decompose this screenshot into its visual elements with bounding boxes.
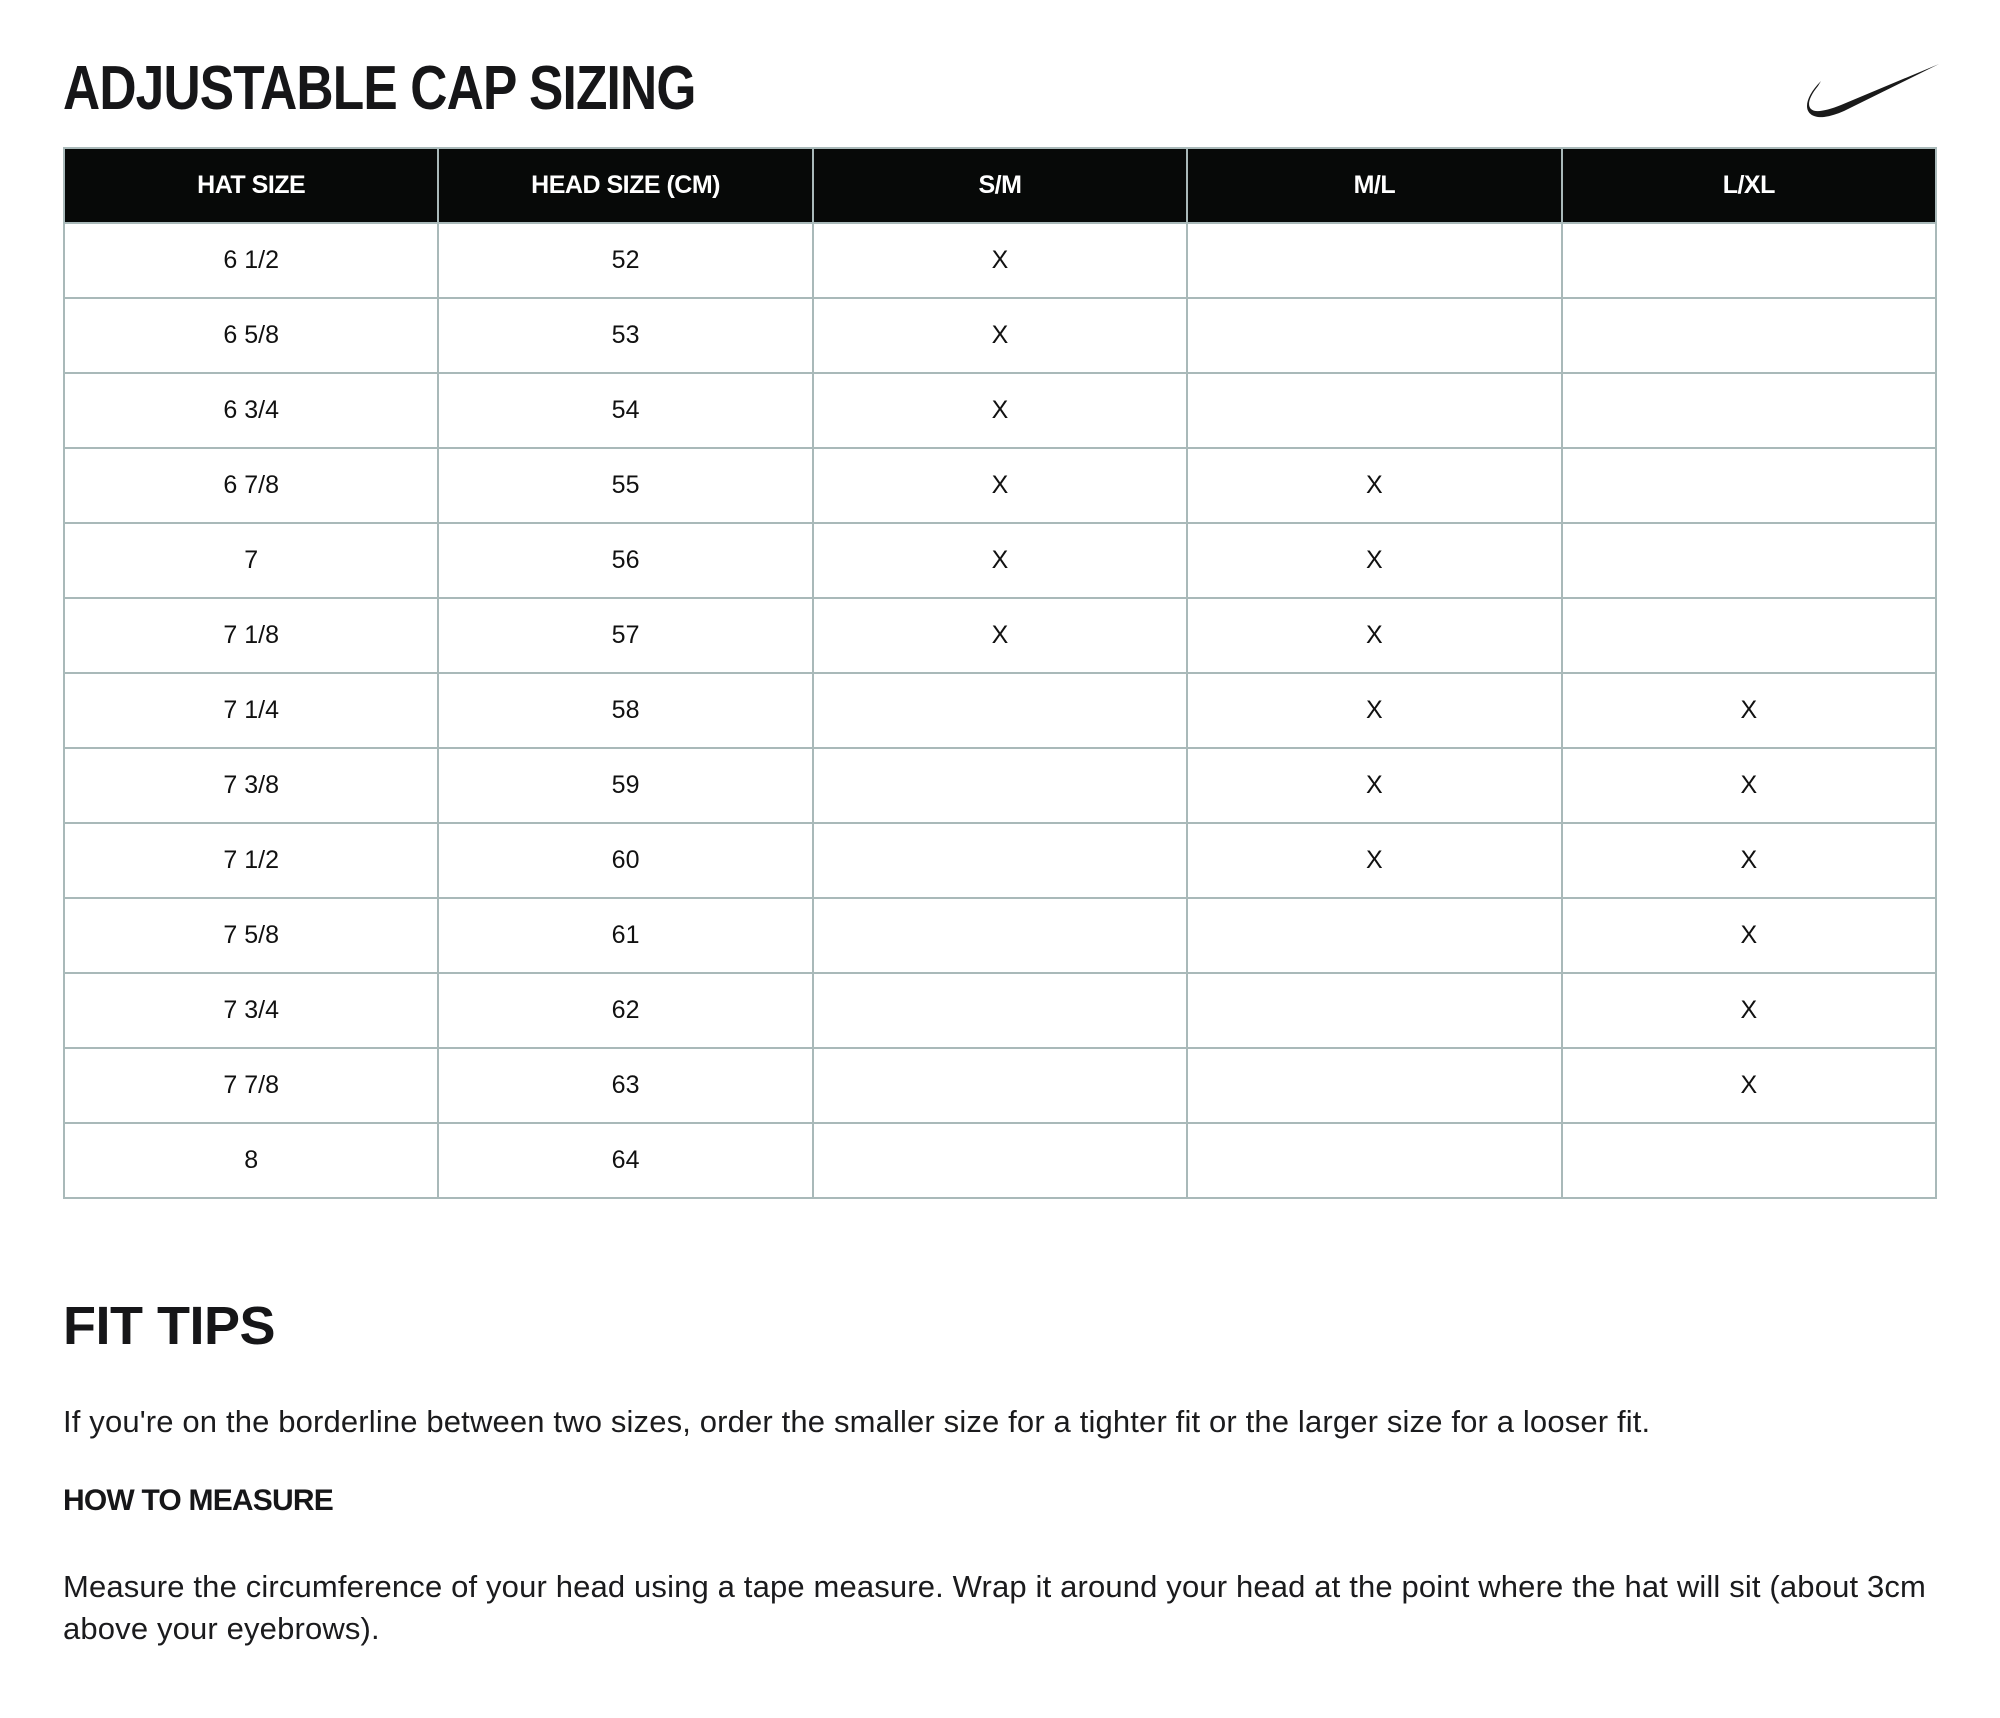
- cell-l-xl: [1562, 373, 1936, 448]
- cell-hat-size: 7: [64, 523, 438, 598]
- table-row: [64, 523, 1936, 598]
- cell-head-size-cm: 56: [438, 523, 812, 598]
- cell-s-m: [813, 1123, 1187, 1198]
- cell-s-m: X: [813, 298, 1187, 373]
- cell-m-l: [1187, 1048, 1561, 1123]
- cell-m-l: [1187, 973, 1561, 1048]
- cell-m-l: X: [1187, 448, 1561, 523]
- cell-hat-size: 6 7/8: [64, 448, 438, 523]
- cell-s-m: X: [813, 373, 1187, 448]
- cell-s-m: X: [813, 223, 1187, 298]
- cell-hat-size: 7 5/8: [64, 898, 438, 973]
- nike-swoosh-icon: [1806, 64, 1940, 118]
- cell-head-size-cm: 58: [438, 673, 812, 748]
- cell-l-xl: [1562, 1123, 1936, 1198]
- cell-l-xl: X: [1562, 973, 1936, 1048]
- cell-l-xl: [1562, 598, 1936, 673]
- cell-s-m: [813, 898, 1187, 973]
- table-row: [64, 748, 1936, 823]
- table-row: [64, 673, 1936, 748]
- table-row: [64, 598, 1936, 673]
- cell-l-xl: X: [1562, 673, 1936, 748]
- cell-hat-size: 7 1/2: [64, 823, 438, 898]
- cell-head-size-cm: 55: [438, 448, 812, 523]
- cell-hat-size: 7 1/4: [64, 673, 438, 748]
- size-chart-table: [63, 147, 1937, 1199]
- table-row: [64, 1048, 1936, 1123]
- cell-m-l: [1187, 298, 1561, 373]
- cell-l-xl: [1562, 448, 1936, 523]
- cell-head-size-cm: 61: [438, 898, 812, 973]
- column-header-head-size: HEAD SIZE (CM): [438, 148, 812, 223]
- cell-head-size-cm: 63: [438, 1048, 812, 1123]
- table-row: [64, 1123, 1936, 1198]
- cell-l-xl: X: [1562, 1048, 1936, 1123]
- column-header-s-m: S/M: [813, 148, 1187, 223]
- cell-m-l: X: [1187, 748, 1561, 823]
- cell-head-size-cm: 52: [438, 223, 812, 298]
- table-row: [64, 448, 1936, 523]
- cell-m-l: [1187, 373, 1561, 448]
- cell-m-l: X: [1187, 598, 1561, 673]
- cell-m-l: [1187, 1123, 1561, 1198]
- cell-l-xl: [1562, 523, 1936, 598]
- cell-head-size-cm: 59: [438, 748, 812, 823]
- table-row: [64, 898, 1936, 973]
- fit-tips-heading: FIT TIPS: [63, 1296, 275, 1356]
- cell-s-m: X: [813, 448, 1187, 523]
- cell-s-m: X: [813, 523, 1187, 598]
- cell-l-xl: X: [1562, 898, 1936, 973]
- cell-head-size-cm: 57: [438, 598, 812, 673]
- cell-s-m: [813, 1048, 1187, 1123]
- table-row: [64, 373, 1936, 448]
- cell-hat-size: 8: [64, 1123, 438, 1198]
- table-row: [64, 973, 1936, 1048]
- cell-m-l: X: [1187, 523, 1561, 598]
- cell-head-size-cm: 54: [438, 373, 812, 448]
- cell-l-xl: X: [1562, 748, 1936, 823]
- cell-l-xl: X: [1562, 823, 1936, 898]
- cell-hat-size: 7 3/8: [64, 748, 438, 823]
- cell-m-l: [1187, 898, 1561, 973]
- table-row: [64, 823, 1936, 898]
- cell-hat-size: 6 5/8: [64, 298, 438, 373]
- cell-m-l: X: [1187, 823, 1561, 898]
- fit-tip-text: If you're on the borderline between two sizes, order the smaller size for a tighter fit or the larger size for a looser fit.: [63, 1404, 1651, 1439]
- cell-s-m: X: [813, 598, 1187, 673]
- cell-hat-size: 7 1/8: [64, 598, 438, 673]
- cell-l-xl: [1562, 298, 1936, 373]
- cell-hat-size: 7 7/8: [64, 1048, 438, 1123]
- cell-hat-size: 6 3/4: [64, 373, 438, 448]
- cell-m-l: X: [1187, 673, 1561, 748]
- cell-s-m: [813, 748, 1187, 823]
- table-row: [64, 223, 1936, 298]
- cell-head-size-cm: 60: [438, 823, 812, 898]
- cell-hat-size: 7 3/4: [64, 973, 438, 1048]
- cell-hat-size: 6 1/2: [64, 223, 438, 298]
- table-header-row: [64, 148, 1936, 223]
- column-header-m-l: M/L: [1187, 148, 1561, 223]
- column-header-l-xl: L/XL: [1562, 148, 1936, 223]
- cell-s-m: [813, 673, 1187, 748]
- cell-head-size-cm: 53: [438, 298, 812, 373]
- table-row: [64, 298, 1936, 373]
- cell-s-m: [813, 823, 1187, 898]
- how-to-measure-text: Measure the circumference of your head using a tape measure. Wrap it around your head at the point where the hat will sit (about 3cm above your eyebrows).: [63, 1569, 1927, 1646]
- table-body: [64, 223, 1936, 1198]
- column-header-hat-size: HAT SIZE: [64, 148, 438, 223]
- cell-head-size-cm: 64: [438, 1123, 812, 1198]
- cell-head-size-cm: 62: [438, 973, 812, 1048]
- cell-m-l: [1187, 223, 1561, 298]
- page-title: ADJUSTABLE CAP SIZING: [63, 54, 696, 123]
- how-to-measure-heading: HOW TO MEASURE: [63, 1484, 333, 1517]
- cell-s-m: [813, 973, 1187, 1048]
- cell-l-xl: [1562, 223, 1936, 298]
